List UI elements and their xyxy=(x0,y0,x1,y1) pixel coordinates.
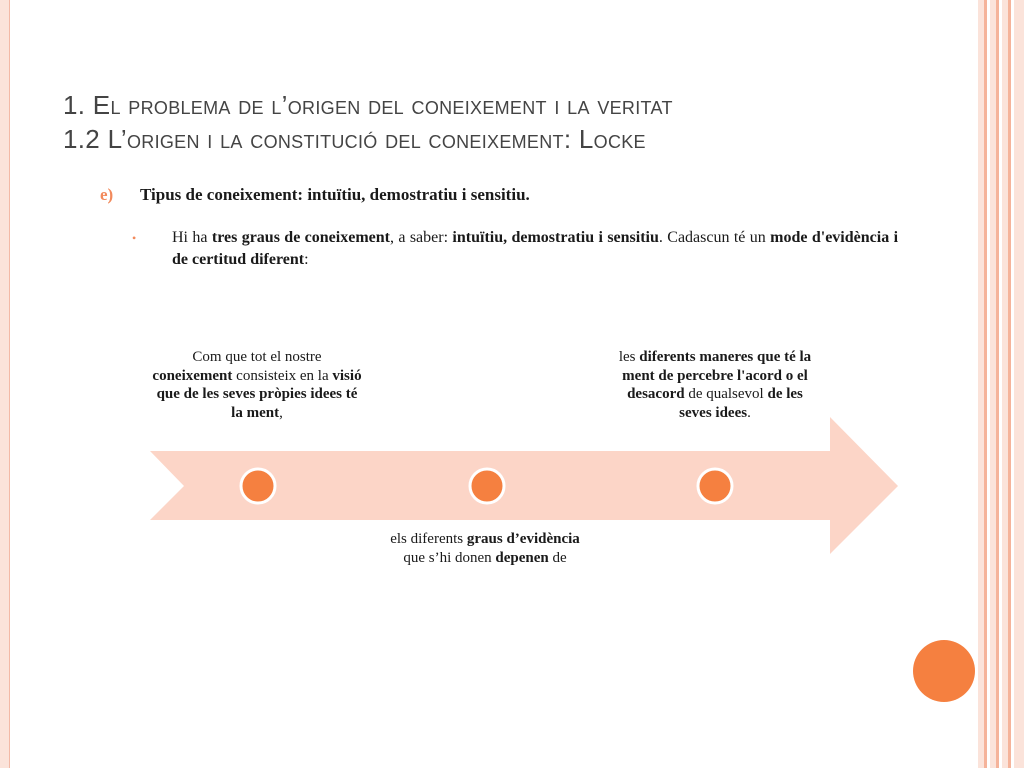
callout-text: , xyxy=(279,404,283,421)
callout-step-3 xyxy=(610,348,820,422)
callout-text: de qualsevol xyxy=(684,386,768,402)
step-circle-3 xyxy=(698,469,732,503)
bullet-text-bold: mode d'evidència i de certitud diferent xyxy=(172,229,899,268)
title-line-1: 1. El problema de l’origen del coneixement i la veritat xyxy=(63,90,673,120)
bullet-text-part: , a saber: xyxy=(389,229,453,246)
callout-text: . xyxy=(747,404,751,421)
callout-bold: visió que de les seves pròpies idees té la ment xyxy=(156,367,362,421)
callout-text: les xyxy=(618,349,640,365)
callout-step-2 xyxy=(380,530,590,567)
bullet-text-part: Hi ha xyxy=(172,229,212,246)
step-circle-1 xyxy=(241,469,275,503)
callout-text: Com que tot el nostre xyxy=(192,349,322,365)
callout-text: de xyxy=(548,549,567,566)
list-marker: e) xyxy=(100,185,114,204)
bullet-text-bold: tres graus de coneixement xyxy=(211,229,390,246)
title-line-2: 1.2 L’origen i la constitució del coneixement: Locke xyxy=(63,124,646,154)
bullet-icon: • xyxy=(132,231,137,245)
callout-step-1 xyxy=(152,348,362,422)
section-heading-text: Tipus de coneixement: intuïtiu, demostratiu i sensitiu. xyxy=(140,185,530,204)
callout-bold: de les seves idees xyxy=(679,386,803,421)
bullet-text-part: . Cadascun té un xyxy=(658,229,771,246)
callout-text: els diferents xyxy=(390,531,467,547)
callout-text: consisteix en la xyxy=(232,367,333,384)
callout-bold: diferents maneres que té la ment de percebre l'acord o el desacord xyxy=(622,349,812,402)
bullet-text-part: : xyxy=(304,251,309,268)
decorative-circle xyxy=(913,640,975,702)
step-circle-2 xyxy=(470,469,504,503)
bullet-text-bold: intuïtiu, demostratiu i sensitiu xyxy=(452,229,659,246)
callout-bold: coneixement xyxy=(152,367,233,384)
callout-bold: graus d’evidència xyxy=(466,531,580,547)
callout-text: que s’hi donen xyxy=(403,549,496,566)
callout-bold: depenen xyxy=(495,549,549,566)
